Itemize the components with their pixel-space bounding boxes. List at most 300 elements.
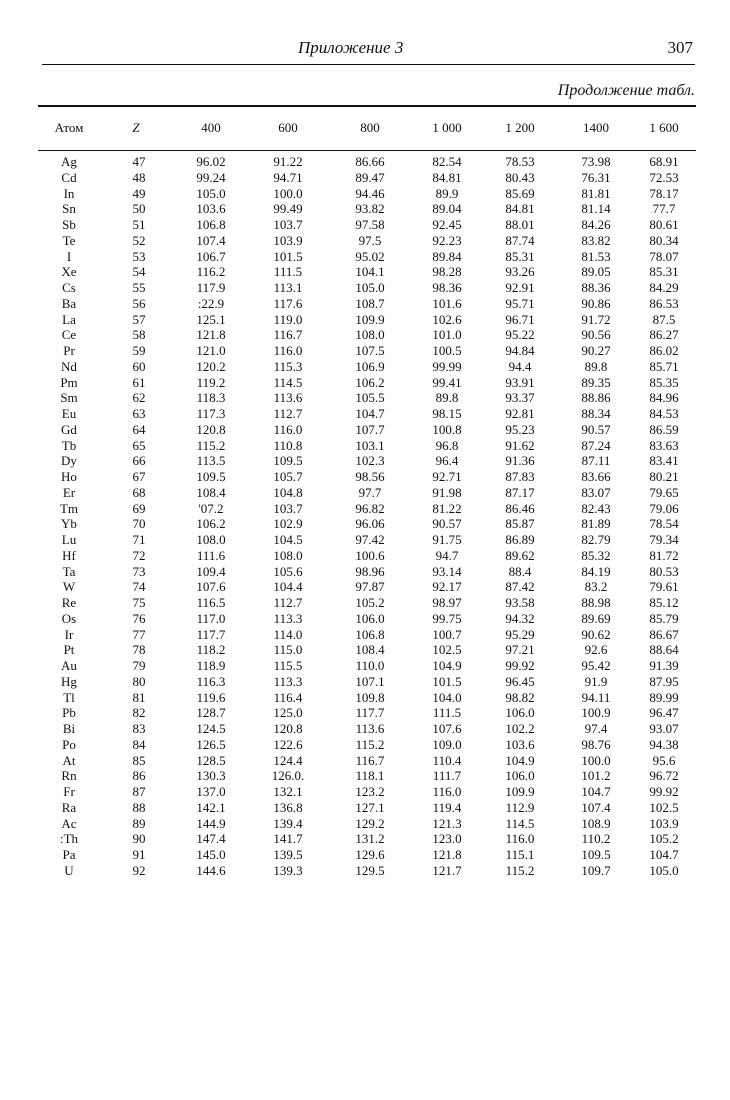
cell-value-1000: 98.36 — [432, 280, 462, 295]
cell-value-400: 99.24 — [196, 169, 226, 185]
table-row — [38, 690, 696, 706]
cell-z: 73 — [132, 563, 146, 579]
cell-value-1400: 91.9 — [584, 673, 608, 689]
cell-value-800: 129.2 — [355, 815, 385, 831]
cell-value-600: 103.7 — [273, 217, 303, 232]
cell-value-600: 113.3 — [273, 673, 303, 689]
table-row — [38, 642, 696, 658]
cell-value-800: 86.66 — [355, 154, 385, 169]
cell-value-1400: 109.7 — [581, 862, 611, 878]
cell-value-1600: 96.72 — [649, 768, 679, 784]
cell-value-600: 109.5 — [273, 453, 303, 469]
column-header-1400: 1400 — [583, 120, 609, 135]
cell-value-1400: 85.32 — [581, 547, 611, 563]
cell-value-1000: 110.4 — [432, 752, 462, 768]
cell-value-600: 124.4 — [273, 752, 303, 768]
cell-value-400: 111.6 — [196, 547, 226, 563]
cell-value-1200: 115.1 — [505, 847, 535, 862]
cell-atom: Dy — [61, 453, 77, 469]
table-row — [38, 375, 696, 391]
table-row — [38, 721, 696, 737]
cell-value-1000: 92.71 — [432, 469, 462, 484]
cell-value-400: 116.5 — [196, 595, 226, 610]
cell-value-800: 113.6 — [355, 721, 385, 736]
cell-value-400: 120.8 — [196, 421, 226, 437]
cell-value-600: 116.4 — [273, 689, 303, 705]
cell-value-1400: 83.07 — [581, 484, 611, 500]
cell-atom: I — [66, 248, 72, 264]
cell-value-1000: 121.3 — [432, 815, 462, 831]
cell-value-1400: 81.14 — [581, 201, 611, 217]
table-continuation-label: Продолжение табл. — [557, 82, 695, 99]
cell-value-1600: 68.91 — [649, 154, 679, 169]
cell-value-400: 126.5 — [196, 736, 226, 752]
cell-value-600: 116.0 — [273, 343, 303, 358]
cell-value-1400: 84.26 — [581, 217, 611, 232]
cell-value-800: 108.4 — [355, 642, 385, 658]
cell-value-1000: 121.8 — [432, 847, 462, 862]
cell-value-400: 116.3 — [196, 673, 226, 689]
cell-value-600: 136.8 — [273, 799, 303, 815]
cell-value-600: 100.0 — [273, 185, 303, 201]
cell-atom: Xe — [61, 264, 77, 280]
cell-z: 90 — [132, 831, 146, 847]
table-row — [38, 595, 696, 611]
cell-value-1600: 94.38 — [649, 736, 679, 752]
column-header-400: 400 — [201, 120, 221, 135]
cell-value-1200: 95.23 — [505, 421, 535, 437]
column-header-1600: 1 600 — [649, 120, 679, 135]
column-header-600: 600 — [278, 120, 298, 135]
cell-value-1200: 93.26 — [505, 264, 535, 280]
cell-value-1000: 89.8 — [435, 390, 459, 406]
cell-value-1200: 78.53 — [505, 154, 535, 169]
cell-value-1200: 104.9 — [505, 752, 535, 768]
cell-value-1600: 78.54 — [649, 516, 679, 532]
cell-value-1400: 81.81 — [581, 185, 611, 201]
cell-value-1000: 90.57 — [432, 516, 462, 532]
cell-value-1000: 102.5 — [432, 642, 462, 658]
cell-value-600: 115.3 — [273, 358, 303, 374]
cell-value-1200: 93.37 — [505, 390, 535, 406]
cell-value-1200: 80.43 — [505, 169, 535, 185]
cell-value-1400: 94.11 — [581, 689, 611, 705]
cell-atom: Fr — [63, 784, 75, 799]
cell-value-1000: 94.7 — [435, 547, 459, 563]
cell-value-800: 97.5 — [358, 232, 382, 248]
cell-value-800: 105.0 — [355, 280, 385, 295]
cell-value-800: 98.56 — [355, 469, 385, 484]
cell-value-1000: 96.4 — [435, 453, 459, 469]
cell-value-1600: 86.27 — [649, 327, 679, 343]
cell-value-1200: 96.45 — [505, 673, 535, 689]
page-header — [42, 38, 695, 62]
cell-atom: W — [62, 579, 76, 595]
table-row — [38, 753, 696, 769]
cell-value-800: 116.7 — [355, 752, 385, 768]
cell-value-1400: 110.2 — [581, 831, 611, 847]
cell-atom: Pb — [62, 705, 76, 721]
cell-value-400: 117.9 — [196, 280, 226, 295]
cell-z: 47 — [132, 154, 146, 169]
cell-value-1200: 96.71 — [505, 311, 535, 327]
cell-value-1400: 73.98 — [581, 154, 611, 169]
cell-atom: Pa — [62, 847, 76, 862]
cell-z: 91 — [132, 847, 146, 862]
cell-atom: Ac — [61, 815, 77, 831]
cell-value-600: 101.5 — [273, 248, 303, 264]
cell-value-800: 106.0 — [355, 610, 385, 626]
cell-z: 74 — [132, 579, 146, 595]
cell-value-800: 109.8 — [355, 689, 385, 705]
cell-atom: :Th — [59, 831, 79, 847]
cell-value-1400: 81.53 — [581, 248, 611, 264]
cell-value-1000: 91.75 — [432, 532, 462, 547]
cell-value-1600: 86.67 — [649, 626, 679, 642]
table-row — [38, 800, 696, 816]
cell-value-800: 96.06 — [355, 516, 385, 532]
cell-value-600: 115.0 — [273, 642, 303, 658]
cell-value-800: 108.0 — [355, 327, 385, 343]
cell-value-1200: 92.91 — [505, 280, 535, 295]
cell-value-1200: 95.71 — [505, 295, 535, 311]
cell-value-1400: 90.56 — [581, 327, 611, 343]
cell-value-1200: 109.9 — [505, 784, 535, 799]
cell-value-800: 115.2 — [355, 736, 385, 752]
cell-value-400: 147.4 — [196, 831, 226, 847]
cell-value-1200: 92.81 — [505, 406, 535, 421]
cell-z: 55 — [132, 280, 146, 295]
cell-value-1600: 72.53 — [649, 169, 679, 185]
cell-value-1600: 79.34 — [649, 532, 679, 547]
cell-value-1400: 82.43 — [581, 500, 611, 516]
cell-z: 67 — [132, 469, 146, 484]
cell-value-400: 144.6 — [196, 862, 226, 878]
cell-value-800: 107.1 — [355, 673, 385, 689]
table-row — [38, 343, 696, 359]
table-body — [38, 150, 696, 879]
table-row — [38, 532, 696, 548]
cell-value-600: 103.7 — [273, 500, 303, 516]
cell-value-1400: 88.86 — [581, 390, 611, 406]
cell-value-1200: 85.31 — [505, 248, 535, 264]
cell-value-1400: 98.76 — [581, 736, 611, 752]
cell-value-1200: 103.6 — [505, 736, 535, 752]
cell-value-1200: 93.58 — [505, 595, 535, 610]
cell-value-400: 142.1 — [196, 799, 226, 815]
cell-value-800: 97.7 — [358, 484, 382, 500]
cell-atom: At — [62, 752, 76, 768]
cell-value-800: 94.46 — [355, 185, 385, 201]
cell-value-1200: 88.4 — [508, 563, 532, 579]
cell-value-600: 102.9 — [273, 516, 303, 532]
cell-value-600: 108.0 — [273, 547, 303, 563]
cell-atom: Sn — [62, 201, 76, 217]
cell-value-1600: 93.07 — [649, 721, 679, 736]
cell-z: 88 — [132, 799, 146, 815]
cell-z: 77 — [132, 626, 146, 642]
cell-value-1600: 104.7 — [649, 847, 679, 862]
cell-value-1000: 121.7 — [432, 862, 462, 878]
cell-value-600: 113.3 — [273, 610, 303, 626]
cell-value-1000: 100.5 — [432, 343, 462, 358]
cell-z: 79 — [132, 658, 146, 673]
cell-z: 62 — [132, 390, 146, 406]
cell-value-600: 125.0 — [273, 705, 303, 721]
cell-value-1400: 89.69 — [581, 610, 611, 626]
cell-value-600: 122.6 — [273, 736, 303, 752]
cell-atom: Bi — [62, 721, 76, 736]
cell-value-800: 97.42 — [355, 532, 385, 547]
cell-atom: Ce — [61, 327, 77, 343]
cell-value-1200: 93.91 — [505, 374, 535, 390]
cell-atom: Nd — [61, 358, 77, 374]
cell-value-1600: 79.06 — [649, 500, 679, 516]
cell-value-1200: 114.5 — [505, 815, 535, 831]
cell-atom: Re — [61, 595, 77, 610]
cell-value-400: 118.2 — [196, 642, 226, 658]
table-row — [38, 406, 696, 422]
cell-atom: Ta — [62, 563, 76, 579]
cell-value-1200: 91.62 — [505, 437, 535, 453]
cell-value-1200: 97.21 — [505, 642, 535, 658]
cell-value-400: 109.4 — [196, 563, 226, 579]
cell-value-1200: 91.36 — [505, 453, 535, 469]
cell-z: 58 — [132, 327, 146, 343]
cell-value-1600: 85.35 — [649, 374, 679, 390]
cell-value-1600: 103.9 — [649, 815, 679, 831]
cell-value-1400: 89.8 — [584, 358, 608, 374]
table-row — [38, 501, 696, 517]
cell-value-1600: 99.92 — [649, 784, 679, 799]
cell-value-1400: 91.72 — [581, 311, 611, 327]
cell-value-1200: 95.29 — [505, 626, 535, 642]
cell-z: 82 — [132, 705, 146, 721]
cell-z: 80 — [132, 673, 146, 689]
cell-atom: Au — [61, 658, 77, 673]
cell-value-600: 105.7 — [273, 469, 303, 484]
cell-value-800: 123.2 — [355, 784, 385, 799]
table-row — [38, 233, 696, 249]
cell-value-800: 97.58 — [355, 217, 385, 232]
cell-value-1600: 80.53 — [649, 563, 679, 579]
cell-atom: Cs — [62, 280, 76, 295]
cell-value-1200: 87.17 — [505, 484, 535, 500]
cell-value-1000: 82.54 — [432, 154, 462, 169]
cell-value-1000: 101.6 — [432, 295, 462, 311]
cell-z: 64 — [132, 421, 146, 437]
cell-value-600: 141.7 — [273, 831, 303, 847]
cell-value-1400: 90.62 — [581, 626, 611, 642]
cell-z: 76 — [132, 610, 146, 626]
cell-value-1000: 92.23 — [432, 232, 462, 248]
cell-z: 83 — [132, 721, 146, 736]
cell-z: 63 — [132, 406, 146, 421]
cell-value-1400: 100.0 — [581, 752, 611, 768]
cell-atom: Pr — [63, 343, 75, 358]
cell-atom: Os — [61, 610, 77, 626]
cell-value-1000: 92.17 — [432, 579, 462, 595]
cell-value-800: 106.9 — [355, 358, 385, 374]
cell-value-400: 117.3 — [196, 406, 226, 421]
table-row — [38, 674, 696, 690]
cell-value-800: 96.82 — [355, 500, 385, 516]
cell-value-400: 120.2 — [196, 358, 226, 374]
cell-value-400: 106.2 — [196, 516, 226, 532]
cell-value-1600: 83.41 — [649, 453, 679, 469]
cell-value-800: 106.2 — [355, 374, 385, 390]
table-row — [38, 485, 696, 501]
cell-value-1400: 81.89 — [581, 516, 611, 532]
cell-value-400: 108.0 — [196, 532, 226, 547]
table-row — [38, 359, 696, 375]
cell-value-800: 108.7 — [355, 295, 385, 311]
column-header-800: 800 — [360, 120, 380, 135]
cell-value-400: 106.7 — [196, 248, 226, 264]
column-header-1000: 1 000 — [432, 120, 462, 135]
cell-value-600: 104.8 — [273, 484, 303, 500]
cell-z: 89 — [132, 815, 146, 831]
cell-value-400: 107.4 — [196, 232, 226, 248]
cell-value-1000: 107.6 — [432, 721, 462, 736]
cell-value-800: 102.3 — [355, 453, 385, 469]
cell-atom: Hf — [62, 547, 76, 563]
cell-z: 87 — [132, 784, 146, 799]
cell-value-1600: 80.61 — [649, 217, 679, 232]
cell-value-400: 144.9 — [196, 815, 226, 831]
cell-value-1400: 83.82 — [581, 232, 611, 248]
cell-atom: Sb — [62, 217, 76, 232]
cell-z: 61 — [132, 374, 146, 390]
cell-value-1000: 89.9 — [435, 185, 459, 201]
cell-value-800: 118.1 — [355, 768, 385, 784]
cell-value-400: 106.8 — [196, 217, 226, 232]
cell-value-1400: 100.9 — [581, 705, 611, 721]
table-row — [38, 154, 696, 170]
cell-value-400: 145.0 — [196, 847, 226, 862]
cell-value-1200: 116.0 — [505, 831, 535, 847]
cell-value-1200: 88.01 — [505, 217, 535, 232]
cell-value-1000: 96.8 — [435, 437, 459, 453]
cell-value-800: 106.8 — [355, 626, 385, 642]
cell-z: 72 — [132, 547, 146, 563]
cell-value-1200: 87.74 — [505, 232, 535, 248]
cell-value-400: 96.02 — [196, 154, 226, 169]
cell-value-1200: 87.83 — [505, 469, 535, 484]
cell-value-400: 115.2 — [196, 437, 226, 453]
cell-value-1200: 102.2 — [505, 721, 535, 736]
cell-atom: Ag — [61, 154, 77, 169]
cell-value-800: 127.1 — [355, 799, 385, 815]
cell-value-400: 119.6 — [196, 689, 226, 705]
cell-value-1400: 87.11 — [581, 453, 611, 469]
cell-value-1000: 116.0 — [432, 784, 462, 799]
cell-atom: Tl — [63, 689, 75, 705]
cell-value-1600: 89.99 — [649, 689, 679, 705]
cell-value-600: 126.0. — [271, 768, 305, 784]
cell-value-1600: 77.7 — [652, 201, 676, 217]
cell-value-1200: 84.81 — [505, 201, 535, 217]
table-row — [38, 816, 696, 832]
cell-value-1000: 111.5 — [432, 705, 462, 721]
cell-value-1200: 95.22 — [505, 327, 535, 343]
cell-atom: Sm — [60, 390, 78, 406]
cell-value-600: 114.0 — [273, 626, 303, 642]
table-row — [38, 784, 696, 800]
table-row — [38, 201, 696, 217]
cell-z: 65 — [132, 437, 146, 453]
cell-value-1400: 88.98 — [581, 595, 611, 610]
column-header-atom: Атом — [54, 120, 84, 135]
table-row — [38, 453, 696, 469]
cell-z: 66 — [132, 453, 146, 469]
table-row — [38, 249, 696, 265]
cell-value-400: 117.7 — [196, 626, 226, 642]
cell-value-1400: 92.6 — [584, 642, 608, 658]
cell-value-800: 89.47 — [355, 169, 385, 185]
cell-value-1200: 86.46 — [505, 500, 535, 516]
cell-value-600: 104.5 — [273, 532, 303, 547]
table-row — [38, 768, 696, 784]
cell-atom: Tb — [61, 437, 77, 453]
cell-value-1600: 105.2 — [649, 831, 679, 847]
cell-value-1400: 87.24 — [581, 437, 611, 453]
cell-value-1200: 98.82 — [505, 689, 535, 705]
cell-value-1600: 84.53 — [649, 406, 679, 421]
cell-value-1400: 88.34 — [581, 406, 611, 421]
table-row — [38, 627, 696, 643]
cell-value-1400: 88.36 — [581, 280, 611, 295]
cell-value-1000: 93.14 — [432, 563, 462, 579]
cell-value-800: 104.1 — [355, 264, 385, 280]
table-header-row — [38, 106, 696, 150]
cell-value-1600: 79.61 — [649, 579, 679, 595]
cell-value-600: 139.4 — [273, 815, 303, 831]
cell-z: 85 — [132, 752, 146, 768]
cell-value-800: 97.87 — [355, 579, 385, 595]
cell-value-1400: 101.2 — [581, 768, 611, 784]
cell-value-1600: 96.47 — [649, 705, 679, 721]
cell-z: 71 — [132, 532, 146, 547]
cell-atom: Ba — [61, 295, 77, 311]
cell-value-1600: 79.65 — [649, 484, 679, 500]
table-row — [38, 847, 696, 863]
cell-value-1000: 84.81 — [432, 169, 462, 185]
cell-value-800: 131.2 — [355, 831, 385, 847]
table-row — [38, 422, 696, 438]
cell-z: 78 — [132, 642, 146, 658]
cell-z: 69 — [132, 500, 146, 516]
table-row — [38, 186, 696, 202]
cell-value-600: 113.1 — [273, 280, 303, 295]
cell-value-1400: 108.9 — [581, 815, 611, 831]
cell-z: 48 — [132, 169, 146, 185]
cell-value-1000: 101.5 — [432, 673, 462, 689]
cell-value-1400: 95.42 — [581, 658, 611, 673]
cell-value-1400: 84.19 — [581, 563, 611, 579]
cell-value-600: 94.71 — [273, 169, 303, 185]
cell-value-1600: 85.12 — [649, 595, 679, 610]
cell-value-400: 125.1 — [196, 311, 226, 327]
cell-z: 54 — [132, 264, 146, 280]
table-row — [38, 469, 696, 485]
cell-value-400: 124.5 — [196, 721, 226, 736]
table-row — [38, 737, 696, 753]
cell-value-1200: 112.9 — [505, 799, 535, 815]
cell-value-1400: 82.79 — [581, 532, 611, 547]
cell-value-1200: 115.2 — [505, 862, 535, 878]
cell-value-1000: 111.7 — [432, 768, 462, 784]
